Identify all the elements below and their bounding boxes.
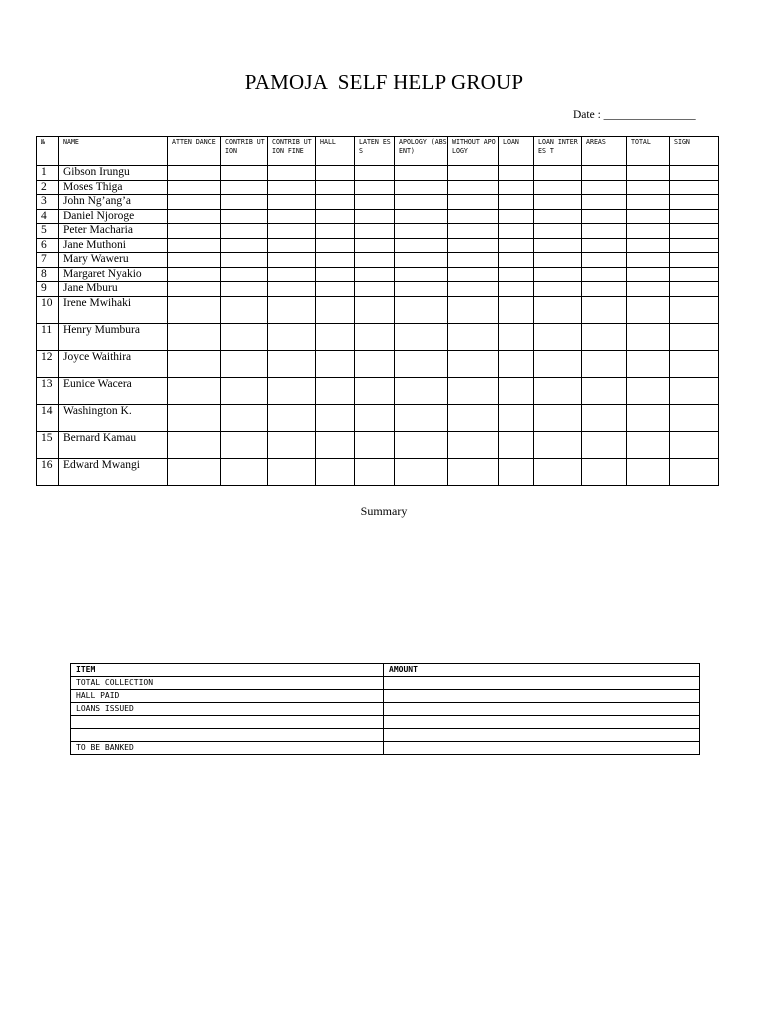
blank-entry-cell [670, 350, 719, 377]
blank-entry-cell [316, 238, 355, 253]
blank-entry-cell [670, 282, 719, 297]
attendance-rows [37, 166, 719, 486]
blank-entry-cell [627, 323, 670, 350]
blank-entry-cell [221, 350, 268, 377]
blank-entry-cell [534, 253, 582, 268]
blank-entry-cell [316, 224, 355, 239]
blank-entry-cell [355, 195, 395, 210]
blank-entry-cell [268, 282, 316, 297]
blank-entry-cell [395, 282, 448, 297]
blank-entry-cell [395, 195, 448, 210]
summary-item [71, 729, 384, 742]
blank-entry-cell [582, 431, 627, 458]
member-number: 16 [37, 458, 59, 485]
column-header-sign: SIGN [670, 137, 719, 166]
member-number: 14 [37, 404, 59, 431]
summary-amount [384, 729, 700, 742]
blank-entry-cell [448, 195, 499, 210]
member-name: Eunice Wacera [59, 377, 168, 404]
blank-entry-cell [268, 296, 316, 323]
blank-entry-cell [499, 282, 534, 297]
blank-entry-cell [627, 431, 670, 458]
member-number: 13 [37, 377, 59, 404]
blank-entry-cell [448, 458, 499, 485]
blank-entry-cell [355, 431, 395, 458]
member-number: 3 [37, 195, 59, 210]
member-number: 4 [37, 209, 59, 224]
blank-entry-cell [395, 296, 448, 323]
blank-entry-cell [499, 267, 534, 282]
blank-entry-cell [534, 458, 582, 485]
blank-entry-cell [355, 253, 395, 268]
blank-entry-cell [268, 267, 316, 282]
blank-entry-cell [499, 166, 534, 181]
summary-amount [384, 716, 700, 729]
blank-entry-cell [534, 377, 582, 404]
blank-entry-cell [448, 166, 499, 181]
blank-entry-cell [670, 296, 719, 323]
blank-entry-cell [316, 253, 355, 268]
blank-entry-cell [268, 180, 316, 195]
blank-entry-cell [268, 224, 316, 239]
blank-entry-cell [355, 224, 395, 239]
blank-entry-cell [448, 224, 499, 239]
blank-entry-cell [168, 180, 221, 195]
blank-entry-cell [168, 350, 221, 377]
member-number: 8 [37, 267, 59, 282]
blank-entry-cell [395, 209, 448, 224]
blank-entry-cell [499, 253, 534, 268]
blank-entry-cell [534, 350, 582, 377]
blank-entry-cell [355, 296, 395, 323]
blank-entry-cell [316, 195, 355, 210]
blank-entry-cell [316, 296, 355, 323]
column-header-loan-interest: LOAN INTERES T [534, 137, 582, 166]
blank-entry-cell [448, 350, 499, 377]
member-number: 7 [37, 253, 59, 268]
blank-entry-cell [221, 267, 268, 282]
blank-entry-cell [582, 195, 627, 210]
blank-entry-cell [670, 238, 719, 253]
member-row [37, 253, 719, 268]
blank-entry-cell [268, 404, 316, 431]
blank-entry-cell [582, 180, 627, 195]
blank-entry-cell [316, 458, 355, 485]
blank-entry-cell [355, 350, 395, 377]
member-number: 15 [37, 431, 59, 458]
blank-entry-cell [316, 180, 355, 195]
summary-item: TO BE BANKED [71, 742, 384, 755]
blank-entry-cell [221, 458, 268, 485]
blank-entry-cell [355, 209, 395, 224]
member-row [37, 166, 719, 181]
summary-amount [384, 677, 700, 690]
blank-entry-cell [534, 296, 582, 323]
blank-entry-cell [316, 323, 355, 350]
blank-entry-cell [448, 253, 499, 268]
blank-entry-cell [448, 209, 499, 224]
blank-entry-cell [168, 238, 221, 253]
blank-entry-cell [670, 195, 719, 210]
blank-entry-cell [627, 224, 670, 239]
blank-entry-cell [221, 195, 268, 210]
blank-entry-cell [448, 267, 499, 282]
blank-entry-cell [534, 323, 582, 350]
blank-entry-cell [316, 282, 355, 297]
column-header-contribution-fine: CONTRIB UTION FINE [268, 137, 316, 166]
blank-entry-cell [268, 209, 316, 224]
member-number: 6 [37, 238, 59, 253]
blank-entry-cell [627, 267, 670, 282]
member-name: Margaret Nyakio [59, 267, 168, 282]
blank-entry-cell [670, 209, 719, 224]
blank-entry-cell [221, 238, 268, 253]
blank-entry-cell [582, 323, 627, 350]
summary-heading: Summary [360, 504, 408, 518]
summary-row [71, 703, 700, 716]
column-header-loan: LOAN [499, 137, 534, 166]
blank-entry-cell [395, 166, 448, 181]
blank-entry-cell [168, 282, 221, 297]
blank-entry-cell [582, 209, 627, 224]
blank-entry-cell [221, 253, 268, 268]
date-field-label: Date : ________________ [573, 109, 696, 121]
attendance-header-row [37, 137, 719, 166]
blank-entry-cell [627, 209, 670, 224]
member-row [37, 323, 719, 350]
blank-entry-cell [627, 296, 670, 323]
member-number: 9 [37, 282, 59, 297]
blank-entry-cell [168, 166, 221, 181]
blank-entry-cell [168, 253, 221, 268]
blank-entry-cell [268, 350, 316, 377]
blank-entry-cell [395, 377, 448, 404]
blank-entry-cell [534, 404, 582, 431]
blank-entry-cell [316, 209, 355, 224]
blank-entry-cell [355, 166, 395, 181]
column-header-attendance: ATTEN DANCE [168, 137, 221, 166]
column-header-without-apology: WITHOUT APOLOGY [448, 137, 499, 166]
member-name: Daniel Njoroge [59, 209, 168, 224]
member-name: Edward Mwangi [59, 458, 168, 485]
blank-entry-cell [355, 377, 395, 404]
blank-entry-cell [534, 282, 582, 297]
summary-row [71, 742, 700, 755]
blank-entry-cell [395, 238, 448, 253]
blank-entry-cell [168, 431, 221, 458]
blank-entry-cell [316, 404, 355, 431]
blank-entry-cell [448, 404, 499, 431]
member-name: Mary Waweru [59, 253, 168, 268]
blank-entry-cell [670, 267, 719, 282]
blank-entry-cell [316, 431, 355, 458]
blank-entry-cell [221, 282, 268, 297]
blank-entry-cell [499, 404, 534, 431]
blank-entry-cell [168, 458, 221, 485]
summary-item: HALL PAID [71, 690, 384, 703]
blank-entry-cell [499, 209, 534, 224]
blank-entry-cell [499, 180, 534, 195]
blank-entry-cell [582, 350, 627, 377]
blank-entry-cell [316, 166, 355, 181]
column-header-amount: AMOUNT [384, 664, 700, 677]
summary-amount [384, 742, 700, 755]
blank-entry-cell [268, 377, 316, 404]
member-row [37, 431, 719, 458]
blank-entry-cell [268, 238, 316, 253]
column-header-apology-absent: APOLOGY (ABSENT) [395, 137, 448, 166]
blank-entry-cell [395, 431, 448, 458]
blank-entry-cell [168, 224, 221, 239]
summary-rows [71, 677, 700, 755]
blank-entry-cell [395, 323, 448, 350]
summary-amount [384, 690, 700, 703]
member-name: Irene Mwihaki [59, 296, 168, 323]
blank-entry-cell [395, 224, 448, 239]
member-name: Moses Thiga [59, 180, 168, 195]
blank-entry-cell [670, 180, 719, 195]
member-name: Joyce Waithira [59, 350, 168, 377]
blank-entry-cell [670, 253, 719, 268]
blank-entry-cell [355, 180, 395, 195]
blank-entry-cell [670, 377, 719, 404]
blank-entry-cell [168, 404, 221, 431]
blank-entry-cell [316, 377, 355, 404]
blank-entry-cell [582, 166, 627, 181]
member-number: 12 [37, 350, 59, 377]
blank-entry-cell [534, 209, 582, 224]
blank-entry-cell [221, 224, 268, 239]
blank-entry-cell [448, 323, 499, 350]
blank-entry-cell [627, 377, 670, 404]
summary-row [71, 716, 700, 729]
blank-entry-cell [499, 323, 534, 350]
blank-entry-cell [268, 458, 316, 485]
summary-amount [384, 703, 700, 716]
member-number: 10 [37, 296, 59, 323]
member-name: Henry Mumbura [59, 323, 168, 350]
blank-entry-cell [582, 458, 627, 485]
blank-entry-cell [499, 195, 534, 210]
blank-entry-cell [395, 404, 448, 431]
column-header-total: TOTAL [627, 137, 670, 166]
blank-entry-cell [499, 431, 534, 458]
blank-entry-cell [221, 296, 268, 323]
member-name: Gibson Irungu [59, 166, 168, 181]
blank-entry-cell [582, 224, 627, 239]
blank-entry-cell [221, 431, 268, 458]
member-name: Bernard Kamau [59, 431, 168, 458]
blank-entry-cell [627, 253, 670, 268]
blank-entry-cell [168, 209, 221, 224]
blank-entry-cell [268, 195, 316, 210]
blank-entry-cell [395, 458, 448, 485]
blank-entry-cell [168, 296, 221, 323]
blank-entry-cell [355, 404, 395, 431]
blank-entry-cell [582, 253, 627, 268]
member-row [37, 224, 719, 239]
blank-entry-cell [221, 404, 268, 431]
member-row [37, 282, 719, 297]
blank-entry-cell [582, 404, 627, 431]
member-row [37, 350, 719, 377]
blank-entry-cell [355, 282, 395, 297]
blank-entry-cell [355, 267, 395, 282]
summary-header-row [71, 664, 700, 677]
blank-entry-cell [316, 350, 355, 377]
summary-item [71, 716, 384, 729]
member-name: Peter Macharia [59, 224, 168, 239]
blank-entry-cell [627, 238, 670, 253]
blank-entry-cell [499, 296, 534, 323]
blank-entry-cell [268, 253, 316, 268]
summary-item: TOTAL COLLECTION [71, 677, 384, 690]
blank-entry-cell [448, 238, 499, 253]
blank-entry-cell [168, 267, 221, 282]
blank-entry-cell [499, 377, 534, 404]
blank-entry-cell [582, 238, 627, 253]
blank-entry-cell [448, 180, 499, 195]
blank-entry-cell [627, 180, 670, 195]
blank-entry-cell [268, 166, 316, 181]
summary-row [71, 690, 700, 703]
blank-entry-cell [670, 431, 719, 458]
blank-entry-cell [534, 224, 582, 239]
blank-entry-cell [627, 195, 670, 210]
member-name: John Ng’ang’a [59, 195, 168, 210]
blank-entry-cell [395, 180, 448, 195]
member-row [37, 458, 719, 485]
blank-entry-cell [221, 209, 268, 224]
blank-entry-cell [534, 238, 582, 253]
blank-entry-cell [448, 282, 499, 297]
member-row [37, 238, 719, 253]
column-header-name: NAME [59, 137, 168, 166]
blank-entry-cell [448, 431, 499, 458]
blank-entry-cell [448, 296, 499, 323]
member-row [37, 296, 719, 323]
blank-entry-cell [268, 323, 316, 350]
member-row [37, 195, 719, 210]
blank-entry-cell [355, 458, 395, 485]
member-name: Washington K. [59, 404, 168, 431]
blank-entry-cell [534, 180, 582, 195]
blank-entry-cell [627, 282, 670, 297]
blank-entry-cell [670, 166, 719, 181]
blank-entry-cell [395, 267, 448, 282]
member-row [37, 180, 719, 195]
blank-entry-cell [534, 195, 582, 210]
blank-entry-cell [355, 238, 395, 253]
summary-table [70, 663, 700, 755]
member-number: 5 [37, 224, 59, 239]
blank-entry-cell [627, 458, 670, 485]
blank-entry-cell [221, 180, 268, 195]
blank-entry-cell [395, 253, 448, 268]
blank-entry-cell [268, 431, 316, 458]
summary-row [71, 729, 700, 742]
column-header-hall: HALL [316, 137, 355, 166]
summary-row [71, 677, 700, 690]
blank-entry-cell [582, 296, 627, 323]
column-header-contribution: CONTRIB UTION [221, 137, 268, 166]
blank-entry-cell [534, 267, 582, 282]
blank-entry-cell [221, 166, 268, 181]
member-name: Jane Muthoni [59, 238, 168, 253]
blank-entry-cell [168, 195, 221, 210]
blank-entry-cell [582, 282, 627, 297]
member-row [37, 377, 719, 404]
blank-entry-cell [499, 224, 534, 239]
blank-entry-cell [316, 267, 355, 282]
blank-entry-cell [355, 323, 395, 350]
blank-entry-cell [582, 377, 627, 404]
blank-entry-cell [499, 350, 534, 377]
blank-entry-cell [627, 166, 670, 181]
blank-entry-cell [168, 323, 221, 350]
column-header-number: № [37, 137, 59, 166]
summary-item: LOANS ISSUED [71, 703, 384, 716]
blank-entry-cell [627, 404, 670, 431]
blank-entry-cell [670, 458, 719, 485]
column-header-areas: AREAS [582, 137, 627, 166]
blank-entry-cell [499, 238, 534, 253]
member-row [37, 209, 719, 224]
column-header-lateness: LATEN ESS [355, 137, 395, 166]
blank-entry-cell [168, 377, 221, 404]
member-name: Jane Mburu [59, 282, 168, 297]
member-number: 1 [37, 166, 59, 181]
blank-entry-cell [534, 166, 582, 181]
blank-entry-cell [448, 377, 499, 404]
blank-entry-cell [670, 224, 719, 239]
blank-entry-cell [534, 431, 582, 458]
attendance-table [36, 136, 719, 486]
member-number: 11 [37, 323, 59, 350]
blank-entry-cell [627, 350, 670, 377]
blank-entry-cell [670, 323, 719, 350]
blank-entry-cell [221, 323, 268, 350]
document-title: PAMOJA SELF HELP GROUP [244, 70, 524, 94]
blank-entry-cell [582, 267, 627, 282]
blank-entry-cell [221, 377, 268, 404]
member-number: 2 [37, 180, 59, 195]
blank-entry-cell [499, 458, 534, 485]
blank-entry-cell [670, 404, 719, 431]
member-row [37, 267, 719, 282]
column-header-item: ITEM [71, 664, 384, 677]
blank-entry-cell [395, 350, 448, 377]
member-row [37, 404, 719, 431]
